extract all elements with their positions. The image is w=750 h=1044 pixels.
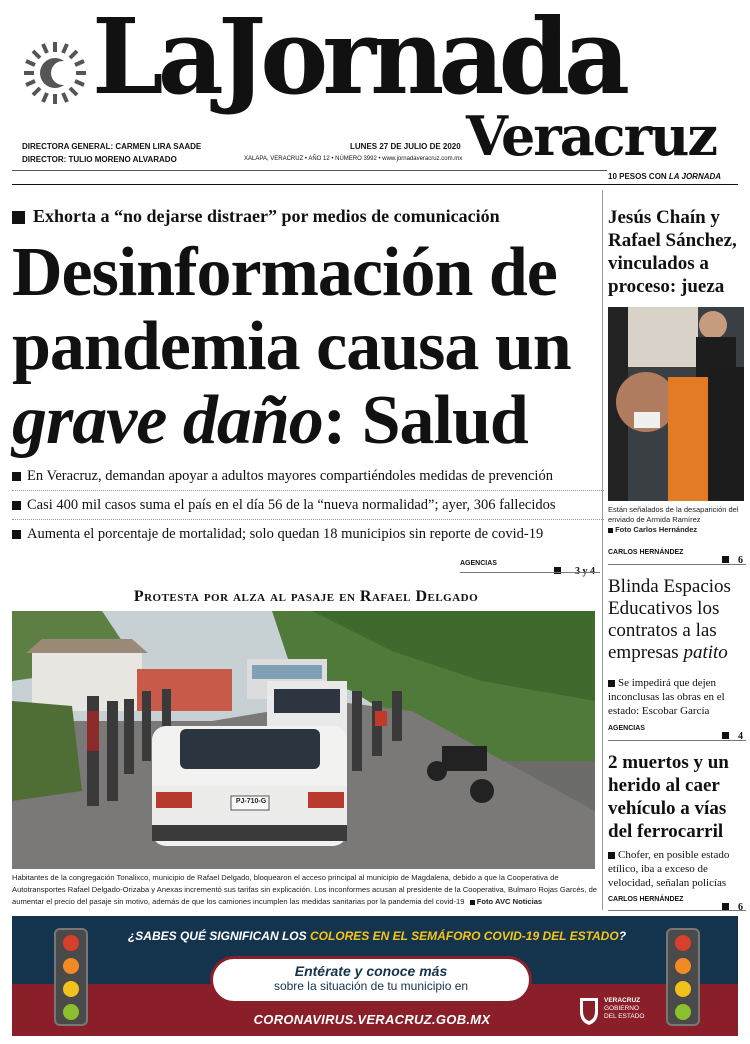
side1-page-ref	[722, 550, 743, 568]
light-yellow	[63, 981, 79, 997]
column-divider	[602, 190, 603, 910]
page-ref-icon	[722, 732, 729, 739]
side3-headline: 2 muertos y un herido al caer vehículo a vías del ferrocarril	[608, 752, 729, 842]
lead-bottom-rule	[460, 572, 600, 573]
side1-photo-image	[608, 307, 744, 501]
side2-headline-italic: patito	[683, 642, 728, 663]
protest-caption-text: Habitantes de la congregación Tonalixco, municipio de Rafael Delgado, bloquearon el acceso principal al municipio de Magdalena, debido a que la Cooperativa de Autotransportes Rafael Delgado-Orizaba y Anexas incrementó sus tarifas sin explicación. Los inconformes acusan al presidente de la Cooperativa, Bulmaro Rojas Garcés, de aumentar el precio del pasaje sin motivo, además de que los camiones incumplen las medidas sanitarias por la pandemia del covid-19	[12, 873, 598, 906]
lead-bullet-3	[12, 526, 602, 555]
lead-kicker	[12, 206, 500, 227]
headline-line-2: pandemia causa un	[12, 308, 571, 385]
ad-question-prefix: ¿SABES QUÉ SIGNIFICAN LOS	[127, 929, 310, 943]
light-green	[675, 1004, 691, 1020]
gov-line-2: GOBIERNO	[604, 1005, 640, 1012]
protest-photo	[12, 611, 595, 869]
lead-pages	[554, 561, 595, 579]
masthead-bottom-rule	[12, 184, 738, 185]
side3-page-ref	[722, 897, 743, 915]
side2-headline-text: Blinda Espacios Educativos los contratos a las empresas	[608, 576, 731, 663]
lead-bullet-1	[12, 468, 602, 497]
side1-headline: Jesús Chaín y Rafael Sánchez, vinculados a proceso: jueza	[608, 207, 737, 297]
ad-question-highlight: COLORES EN EL SEMÁFORO COVID-19 DEL ESTADO	[309, 929, 619, 943]
photo-credit-icon	[470, 900, 475, 905]
ad-cta-pill[interactable]	[210, 956, 532, 1004]
light-red	[675, 935, 691, 951]
protest-caption	[12, 872, 602, 908]
ad-cta-line-1: Entérate y conoce más	[294, 963, 448, 979]
side1-photo	[608, 307, 744, 501]
traffic-light-left-icon	[54, 928, 88, 1026]
light-green	[63, 1004, 79, 1020]
headline-italic: grave daño	[12, 382, 323, 459]
lead-bullet-3-text: Aumenta el porcentaje de mortalidad; solo quedan 18 municipios sin reporte de covid-19	[27, 526, 544, 542]
ad-cta-line-2: sobre la situación de tu municipio en	[273, 979, 469, 993]
masthead	[0, 0, 750, 180]
lead-bullet-1-text: En Veracruz, demandan apoyar a adultos mayores compartiéndoles medidas de prevención	[27, 468, 553, 484]
side3-bottom-rule	[608, 910, 746, 911]
side2-headline	[608, 576, 748, 664]
directora-line: DIRECTORA GENERAL: CARMEN LIRA SAADE	[22, 142, 202, 151]
issue-date: LUNES 27 DE JULIO DE 2020	[350, 142, 461, 151]
masthead-rule	[12, 170, 607, 171]
side2-credit: AGENCIAS	[608, 725, 645, 732]
side2-bullet	[608, 676, 746, 718]
side1-caption-text: Están señalados de la desaparición del enviado de Armida Ramírez	[608, 505, 739, 524]
bullet-icon	[12, 501, 21, 510]
bullet-icon	[12, 472, 21, 481]
covid-ad-banner[interactable]	[12, 916, 738, 1036]
sun-logo-icon	[22, 40, 88, 106]
side2-bottom-rule	[608, 740, 746, 741]
side1-photo-credit: Foto Carlos Hernández	[615, 525, 698, 534]
side2-page-ref	[722, 726, 743, 744]
protest-photo-credit: Foto AVC Noticias	[476, 897, 543, 906]
protest-title: Protesta por alza al pasaje en Rafael Delgado	[133, 588, 479, 605]
price-prefix: 10 PESOS CON	[608, 172, 669, 181]
traffic-light-right-icon	[666, 928, 700, 1026]
bullet-divider	[12, 519, 604, 520]
side3-credit: CARLOS HERNÁNDEZ	[608, 896, 684, 903]
gov-label	[604, 997, 644, 1021]
headline-line-1: Desinformación de	[12, 234, 557, 311]
price-label	[608, 172, 721, 181]
bullet-icon	[608, 852, 615, 859]
side3-bullet	[608, 848, 746, 890]
lead-credit: AGENCIAS	[460, 560, 497, 567]
masthead-title: LaJornada	[92, 0, 625, 118]
ad-url[interactable]: CORONAVIRUS.VERACRUZ.GOB.MX	[253, 1012, 491, 1027]
side2-page: 4	[738, 731, 743, 742]
light-orange	[675, 958, 691, 974]
bullet-icon	[12, 530, 21, 539]
issue-dateline: XALAPA, VERACRUZ • AÑO 12 • NÚMERO 3992 • www.jornadaveracruz.com.mx	[244, 156, 463, 162]
ad-question-suffix: ?	[618, 929, 627, 943]
light-orange	[63, 958, 79, 974]
light-yellow	[675, 981, 691, 997]
lead-headline	[12, 236, 571, 458]
side1-photo-credit-row	[608, 525, 746, 535]
side1-bottom-rule	[608, 564, 746, 565]
car-plate: PJ-710-G	[235, 798, 267, 805]
bullet-icon	[608, 680, 615, 687]
page-ref-icon	[722, 903, 729, 910]
lead-pages-text: 3 y 4	[575, 566, 595, 577]
side3-bullet-text: Chofer, en posible estado etílico, iba a exceso de velocidad, señalan policías	[608, 849, 730, 889]
lead-kicker-text: Exhorta a “no dejarse distraer” por medios de comunicación	[33, 206, 500, 226]
kicker-bullet-icon	[12, 211, 25, 224]
lead-bullets	[12, 468, 602, 555]
side2-bullet-text: Se impedirá que dejen inconclusas las obras en el estado: Escobar García	[608, 677, 725, 717]
veracruz-crest-icon	[578, 996, 600, 1026]
lead-bullet-2	[12, 497, 602, 526]
headline-end: : Salud	[322, 382, 528, 459]
bullet-divider	[12, 490, 604, 491]
protest-photo-image	[12, 611, 595, 869]
side3-page: 6	[738, 902, 743, 913]
photo-credit-icon	[608, 528, 613, 533]
ad-question	[102, 929, 652, 943]
light-red	[63, 935, 79, 951]
gov-line-3: DEL ESTADO	[604, 1013, 645, 1020]
director-line: DIRECTOR: TULIO MORENO ALVARADO	[22, 155, 177, 164]
lead-bullet-2-text: Casi 400 mil casos suma el país en el día 56 de la “nueva normalidad”; ayer, 306 fallecidos	[27, 497, 556, 513]
masthead-edition: Veracruz	[466, 104, 716, 168]
page-ref-icon	[722, 556, 729, 563]
side1-page: 6	[738, 555, 743, 566]
side1-credit: CARLOS HERNÁNDEZ	[608, 549, 684, 556]
price-paper: LA JORNADA	[668, 172, 722, 181]
gov-line-1: VERACRUZ	[604, 997, 641, 1004]
headline-line-3	[12, 384, 571, 458]
side1-caption	[608, 505, 746, 535]
